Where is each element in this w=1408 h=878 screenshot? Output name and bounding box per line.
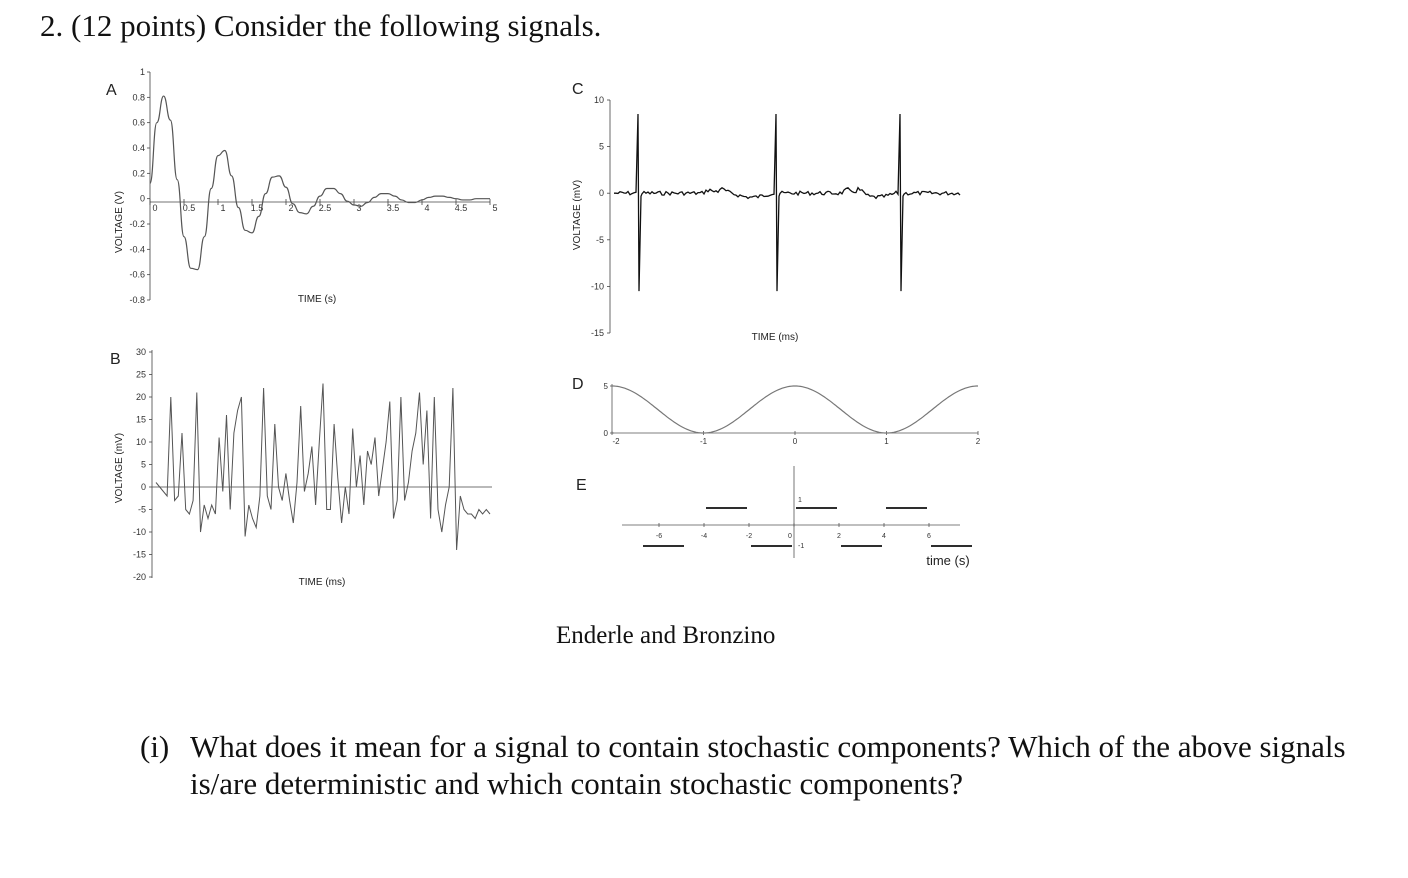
panel-d-xtick-label: 2 — [975, 437, 981, 446]
panel-c-xlabel: TIME (ms) — [751, 332, 799, 343]
panel-a-ytick-label: 0.6 — [132, 117, 145, 128]
panel-d-xtick-label: -1 — [699, 437, 708, 446]
panel-d-xtick-label: 1 — [884, 437, 889, 446]
panel-a-xtick-label: 1.5 — [250, 203, 264, 213]
panel-e-xtick-label: 4 — [882, 533, 886, 540]
panel-c-ytick-label: 5 — [598, 141, 604, 152]
panel-c-ytick-label: -10 — [590, 281, 604, 292]
panel-a-letter: A — [106, 82, 117, 99]
question-number: (i) — [140, 729, 170, 764]
panel-a-series-line — [150, 96, 490, 270]
panel-b-ytick-label: -20 — [132, 572, 146, 582]
panel-d-xtick-label: -2 — [612, 437, 620, 446]
figure-credit: Enderle and Bronzino — [556, 622, 776, 649]
panel-b-ylabel: VOLTAGE (mV) — [114, 432, 125, 504]
panel-b-ytick-label: 20 — [135, 392, 146, 402]
panel-c-ytick-label: 10 — [593, 95, 604, 105]
panel-a — [106, 67, 498, 305]
panel-a-ytick-label: 0 — [139, 193, 145, 204]
panel-b-letter: B — [110, 351, 121, 368]
panel-a-ylabel: VOLTAGE (V) — [114, 191, 125, 253]
panel-a-xtick-label: 2 — [288, 203, 294, 213]
panel-d-xtick-label: 0 — [792, 437, 798, 446]
panel-b-ytick-label: 10 — [135, 437, 146, 447]
panel-c — [572, 81, 960, 343]
panel-b-ytick-label: 25 — [135, 369, 146, 380]
panel-a-ytick-label: 0.8 — [132, 92, 145, 103]
panel-e-xtick-label: -6 — [655, 533, 663, 540]
panel-a-xtick-label: 4 — [424, 203, 430, 213]
panel-b-xlabel: TIME (ms) — [298, 577, 346, 588]
panel-c-ytick-label: 0 — [598, 188, 604, 199]
panel-e-xlabel: time (s) — [926, 553, 970, 568]
panel-d-ytick-label: 0 — [603, 429, 608, 438]
panel-a-xtick-label: 0.5 — [182, 203, 196, 213]
panel-d-series-line — [612, 386, 978, 433]
panel-e-xtick-label: 0 — [788, 533, 792, 540]
panel-a-ytick-label: 0.4 — [132, 143, 145, 153]
question-heading: 2. (12 points) Consider the following signals. — [40, 8, 602, 43]
panel-a-ytick-label: 1 — [139, 67, 145, 77]
panel-c-letter: C — [572, 81, 584, 98]
panel-b-series-line — [156, 384, 490, 551]
panel-b-ytick-label: 15 — [135, 414, 146, 425]
panel-a-xtick-label: 0 — [152, 203, 158, 213]
panel-a-ytick-label: -0.8 — [129, 295, 145, 305]
panel-e-xtick-label: -4 — [700, 533, 708, 540]
panel-b-ytick-label: 0 — [140, 482, 146, 492]
panel-c-ytick-label: -5 — [595, 234, 604, 245]
panel-c-ylabel: VOLTAGE (mV) — [572, 179, 583, 251]
panel-a-xtick-label: 2.5 — [318, 203, 332, 213]
panel-e-xtick-label: 6 — [927, 533, 931, 540]
panel-e-letter: E — [576, 477, 587, 494]
panel-d-ytick-label: 5 — [603, 382, 608, 391]
question-part-i — [140, 728, 1370, 802]
panel-d — [572, 376, 981, 446]
panel-b-ytick-label: -10 — [132, 527, 146, 537]
panel-b-ytick-label: 30 — [135, 347, 146, 357]
panel-a-xtick-label: 5 — [492, 203, 498, 213]
panel-a-xtick-label: 4.5 — [454, 203, 468, 213]
panel-c-series-line — [614, 114, 960, 291]
panel-e-ytick-label: 1 — [798, 497, 802, 504]
panel-a-ytick-label: -0.2 — [129, 219, 145, 229]
panel-b — [110, 347, 492, 588]
panel-a-xtick-label: 3 — [356, 203, 362, 213]
panel-e-xtick-label: -2 — [745, 533, 753, 540]
panel-a-ytick-label: -0.4 — [129, 244, 145, 255]
panel-a-ytick-label: 0.2 — [132, 168, 145, 179]
panel-d-letter: D — [572, 376, 584, 393]
panel-b-ytick-label: -5 — [137, 504, 146, 515]
panel-b-ytick-label: 5 — [140, 459, 146, 470]
question-text: What does it mean for a signal to contain stochastic components? Which of the above signals is/are deterministic and which contain stochastic components? — [190, 729, 1346, 801]
panel-b-ytick-label: -15 — [132, 549, 146, 560]
panel-e-xtick-label: 2 — [837, 533, 841, 540]
panel-e — [576, 466, 972, 568]
panel-a-xtick-label: 1 — [220, 203, 226, 213]
panel-a-xlabel: TIME (s) — [297, 294, 337, 305]
panel-a-ytick-label: -0.6 — [129, 269, 145, 280]
panel-a-xtick-label: 3.5 — [386, 203, 400, 213]
panel-e-ytick-label: -1 — [798, 543, 805, 550]
panel-c-ytick-label: -15 — [590, 328, 604, 338]
